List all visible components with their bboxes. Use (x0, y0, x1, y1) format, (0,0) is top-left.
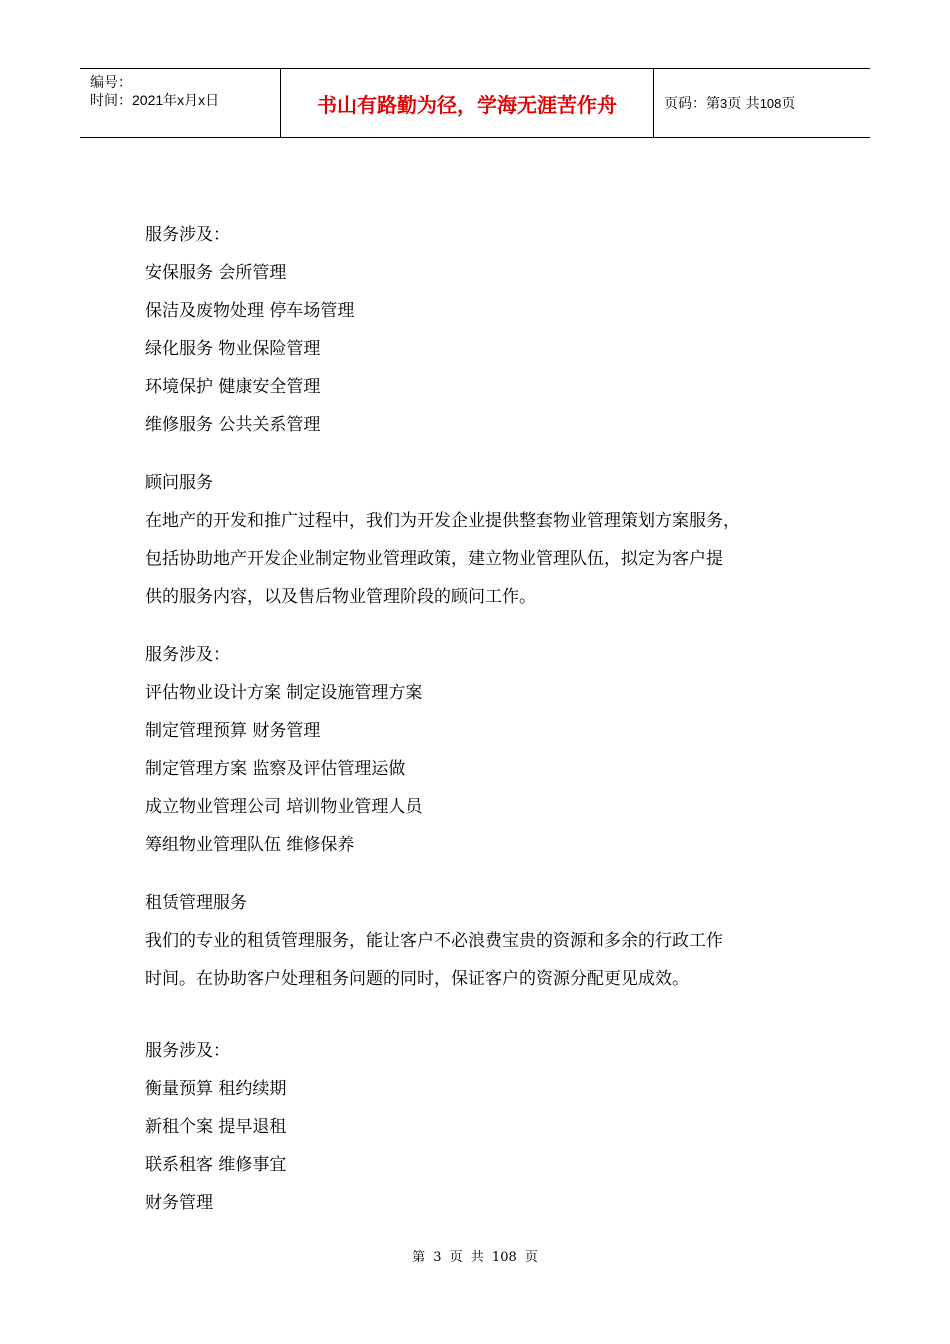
list-item: 筹组物业管理队伍 维修保养 (145, 835, 355, 855)
page-header (80, 68, 870, 138)
page-mid: 页 共 (727, 96, 760, 112)
paragraph-line: 在地产的开发和推广过程中，我们为开发企业提供整套物业管理策划方案服务， (145, 511, 740, 531)
list-item: 制定管理预算 财务管理 (145, 721, 321, 741)
list-item: 保洁及废物处理 停车场管理 (145, 301, 355, 321)
paragraph-line: 包括协助地产开发企业制定物业管理政策，建立物业管理队伍，拟定为客户提 (145, 549, 723, 569)
page-number: 3 (720, 95, 728, 111)
list-item: 新租个案 提早退租 (145, 1117, 287, 1137)
paragraph-line: 时间。在协助客户处理租务问题的同时，保证客户的资源分配更见成效。 (145, 969, 689, 989)
list-item: 联系租客 维修事宜 (145, 1155, 287, 1175)
list-item: 成立物业管理公司 培训物业管理人员 (145, 797, 423, 817)
document-body (145, 218, 825, 1224)
number-label: 编号： (90, 74, 132, 90)
paragraph-line: 供的服务内容，以及售后物业管理阶段的顾问工作。 (145, 587, 536, 607)
list-item: 评估物业设计方案 制定设施管理方案 (145, 683, 423, 703)
date-label: 时间：2021年x月x日 (90, 92, 220, 108)
list-item: 环境保护 健康安全管理 (145, 377, 321, 397)
section-heading: 服务涉及： (145, 645, 230, 665)
list-item: 安保服务 会所管理 (145, 263, 287, 283)
header-page-info (654, 69, 870, 137)
page-suffix: 页 (781, 96, 796, 112)
page-total: 108 (759, 95, 782, 111)
list-item: 绿化服务 物业保险管理 (145, 339, 321, 359)
section-title: 租赁管理服务 (145, 893, 247, 913)
paragraph-line: 我们的专业的租赁管理服务，能让客户不必浪费宝贵的资源和多余的行政工作 (145, 931, 723, 951)
section-heading: 服务涉及： (145, 225, 230, 245)
list-item: 制定管理方案 监察及评估管理运做 (145, 759, 406, 779)
list-item: 财务管理 (145, 1193, 213, 1213)
section-title: 顾问服务 (145, 473, 213, 493)
section-heading: 服务涉及： (145, 1041, 230, 1061)
page-prefix: 页码：第 (664, 96, 720, 112)
page-footer: 第 3 页 共 108 页 (412, 1250, 538, 1265)
header-meta (80, 69, 281, 137)
list-item: 衡量预算 租约续期 (145, 1079, 287, 1099)
list-item: 维修服务 公共关系管理 (145, 415, 321, 435)
header-motto: 书山有路勤为径，学海无涯苦作舟 (281, 69, 654, 137)
